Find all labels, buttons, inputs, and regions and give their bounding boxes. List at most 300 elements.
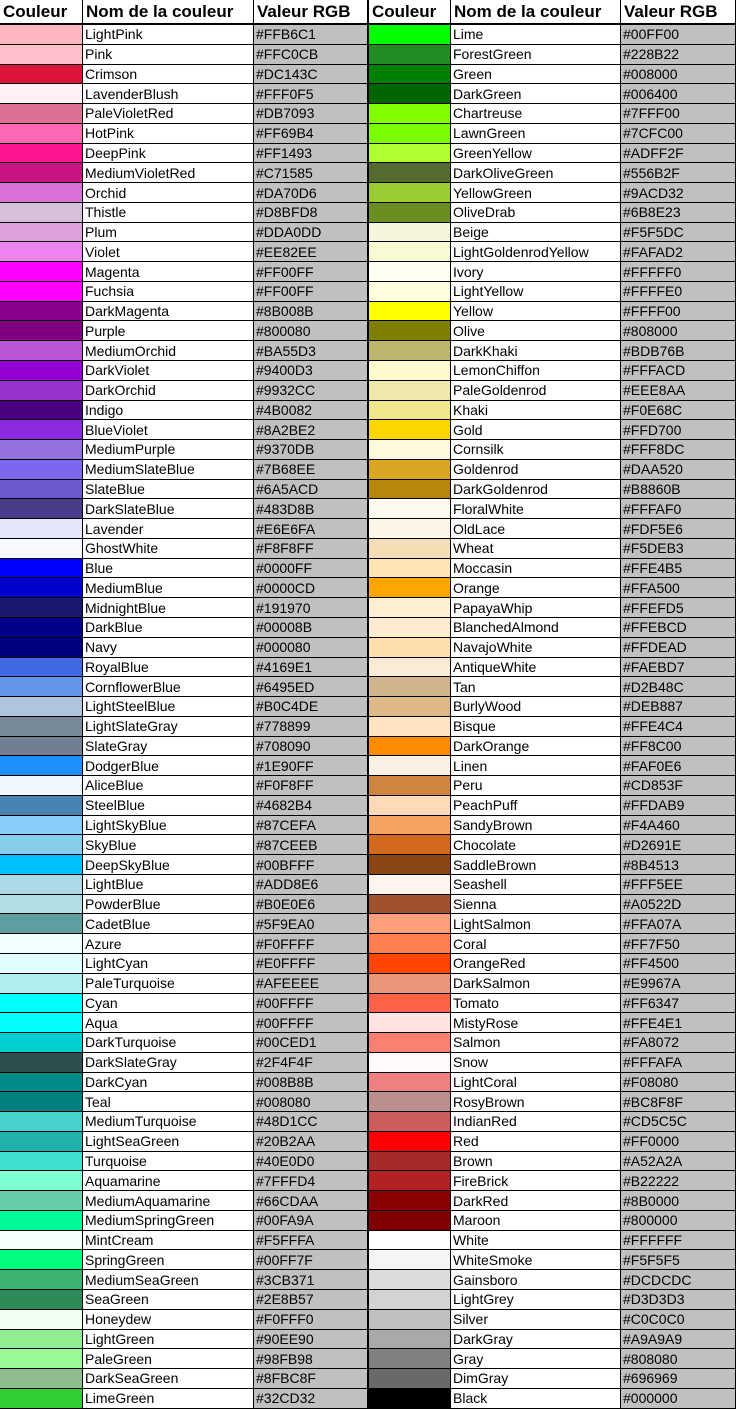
color-name: IndianRed (451, 1112, 621, 1132)
color-hex-value: #87CEFA (254, 816, 369, 836)
color-hex-value: #F0FFFF (254, 934, 369, 954)
color-hex-value: #FFE4B5 (621, 559, 736, 579)
color-hex-value: #DAA520 (621, 460, 736, 480)
color-hex-value: #66CDAA (254, 1191, 369, 1211)
color-hex-value: #F0F8FF (254, 776, 369, 796)
color-hex-value: #FFB6C1 (254, 25, 369, 45)
color-hex-value: #9370DB (254, 440, 369, 460)
color-name: MediumPurple (83, 440, 254, 460)
color-swatch (0, 1330, 83, 1350)
color-name: DarkSlateBlue (83, 499, 254, 519)
color-swatch (0, 559, 83, 579)
color-hex-value: #A0522D (621, 895, 736, 915)
color-name: DarkGreen (451, 84, 621, 104)
color-hex-value: #4B0082 (254, 401, 369, 421)
color-name: LemonChiffon (451, 361, 621, 381)
color-swatch (0, 994, 83, 1014)
color-hex-value: #D2691E (621, 835, 736, 855)
color-name: Red (451, 1132, 621, 1152)
color-swatch (0, 776, 83, 796)
color-swatch (369, 954, 451, 974)
color-swatch (0, 203, 83, 223)
color-hex-value: #483D8B (254, 499, 369, 519)
color-hex-value: #C0C0C0 (621, 1310, 736, 1330)
color-hex-value: #FFF0F5 (254, 84, 369, 104)
color-swatch (369, 1211, 451, 1231)
color-name: MediumSlateBlue (83, 460, 254, 480)
color-hex-value: #FFE4C4 (621, 717, 736, 737)
color-hex-value: #ADD8E6 (254, 875, 369, 895)
color-hex-value: #2F4F4F (254, 1053, 369, 1073)
color-swatch (369, 460, 451, 480)
color-name: SaddleBrown (451, 855, 621, 875)
color-swatch (369, 717, 451, 737)
color-hex-value: #A9A9A9 (621, 1330, 736, 1350)
color-swatch (369, 223, 451, 243)
color-hex-value: #808000 (621, 321, 736, 341)
color-hex-value: #FFC0CB (254, 45, 369, 65)
color-name: MediumAquamarine (83, 1191, 254, 1211)
color-name: GreenYellow (451, 144, 621, 164)
color-swatch (0, 954, 83, 974)
color-swatch (0, 855, 83, 875)
color-hex-value: #AFEEEE (254, 974, 369, 994)
color-swatch (369, 1112, 451, 1132)
color-name: Salmon (451, 1033, 621, 1053)
color-hex-value: #FFFACD (621, 361, 736, 381)
color-swatch (0, 124, 83, 144)
color-name: Blue (83, 559, 254, 579)
color-swatch (369, 1330, 451, 1350)
color-hex-value: #B0E0E6 (254, 895, 369, 915)
color-name: Honeydew (83, 1310, 254, 1330)
color-swatch (0, 934, 83, 954)
color-swatch (0, 875, 83, 895)
color-name: GhostWhite (83, 539, 254, 559)
color-name: Azure (83, 934, 254, 954)
color-hex-value: #FF00FF (254, 262, 369, 282)
color-hex-value: #2E8B57 (254, 1290, 369, 1310)
color-swatch (0, 677, 83, 697)
color-name: Cornsilk (451, 440, 621, 460)
color-hex-value: #7FFF00 (621, 104, 736, 124)
color-hex-value: #00FF7F (254, 1250, 369, 1270)
color-swatch (0, 1389, 83, 1409)
color-hex-value: #FF4500 (621, 954, 736, 974)
color-swatch (369, 401, 451, 421)
color-swatch (369, 1369, 451, 1389)
color-name: Brown (451, 1152, 621, 1172)
color-name: BlanchedAlmond (451, 618, 621, 638)
color-name: Moccasin (451, 559, 621, 579)
color-swatch (369, 776, 451, 796)
color-swatch (369, 796, 451, 816)
color-swatch (0, 1092, 83, 1112)
color-hex-value: #000080 (254, 638, 369, 658)
color-swatch (369, 1270, 451, 1290)
color-swatch (0, 1033, 83, 1053)
color-name: Violet (83, 242, 254, 262)
color-name: MediumTurquoise (83, 1112, 254, 1132)
color-hex-value: #DA70D6 (254, 183, 369, 203)
color-hex-value: #DB7093 (254, 104, 369, 124)
color-swatch (0, 183, 83, 203)
color-name: OldLace (451, 519, 621, 539)
color-name: MediumVioletRed (83, 163, 254, 183)
header-name-left: Nom de la couleur (83, 0, 254, 25)
color-name: Cyan (83, 994, 254, 1014)
color-name: Thistle (83, 203, 254, 223)
color-name: LimeGreen (83, 1389, 254, 1409)
color-name: Gainsboro (451, 1270, 621, 1290)
color-swatch (0, 381, 83, 401)
color-name: LightCyan (83, 954, 254, 974)
color-name: BlueViolet (83, 420, 254, 440)
color-hex-value: #32CD32 (254, 1389, 369, 1409)
color-swatch (0, 84, 83, 104)
color-hex-value: #8A2BE2 (254, 420, 369, 440)
color-name: Tomato (451, 994, 621, 1014)
color-name: Orchid (83, 183, 254, 203)
color-name: SpringGreen (83, 1250, 254, 1270)
color-swatch (0, 578, 83, 598)
color-name: DodgerBlue (83, 756, 254, 776)
color-name: Goldenrod (451, 460, 621, 480)
color-hex-value: #FF00FF (254, 282, 369, 302)
color-swatch (0, 163, 83, 183)
color-name: MidnightBlue (83, 598, 254, 618)
color-hex-value: #8B0000 (621, 1191, 736, 1211)
color-hex-value: #7CFC00 (621, 124, 736, 144)
color-hex-value: #4682B4 (254, 796, 369, 816)
color-name: Tan (451, 677, 621, 697)
color-name: Aqua (83, 1013, 254, 1033)
color-hex-value: #BDB76B (621, 341, 736, 361)
color-hex-value: #FF1493 (254, 144, 369, 164)
color-name: DarkOrange (451, 737, 621, 757)
color-swatch (0, 242, 83, 262)
color-swatch (0, 1231, 83, 1251)
color-hex-value: #20B2AA (254, 1132, 369, 1152)
color-hex-value: #00FF00 (621, 25, 736, 45)
color-swatch (0, 1191, 83, 1211)
color-name: Sienna (451, 895, 621, 915)
color-hex-value: #DCDCDC (621, 1270, 736, 1290)
color-name: PaleGoldenrod (451, 381, 621, 401)
color-hex-value: #556B2F (621, 163, 736, 183)
color-hex-value: #FAF0E6 (621, 756, 736, 776)
color-name: DeepSkyBlue (83, 855, 254, 875)
color-hex-value: #D3D3D3 (621, 1290, 736, 1310)
color-name: DarkSlateGray (83, 1053, 254, 1073)
color-name: Bisque (451, 717, 621, 737)
color-name: LightSlateGray (83, 717, 254, 737)
color-name: LightSkyBlue (83, 816, 254, 836)
color-name: RoyalBlue (83, 658, 254, 678)
color-hex-value: #FF0000 (621, 1132, 736, 1152)
color-name: DarkKhaki (451, 341, 621, 361)
color-name: DarkGoldenrod (451, 480, 621, 500)
color-swatch (0, 460, 83, 480)
color-name: PeachPuff (451, 796, 621, 816)
color-swatch (0, 1112, 83, 1132)
color-name: BurlyWood (451, 697, 621, 717)
color-name: MistyRose (451, 1013, 621, 1033)
color-hex-value: #FFEBCD (621, 618, 736, 638)
color-hex-value: #FF6347 (621, 994, 736, 1014)
color-hex-value: #808080 (621, 1349, 736, 1369)
color-hex-value: #FAEBD7 (621, 658, 736, 678)
color-name: Lavender (83, 519, 254, 539)
color-name: DarkOrchid (83, 381, 254, 401)
color-hex-value: #F8F8FF (254, 539, 369, 559)
color-hex-value: #FFFAFA (621, 1053, 736, 1073)
color-swatch (0, 1073, 83, 1093)
color-name: DimGray (451, 1369, 621, 1389)
color-hex-value: #008B8B (254, 1073, 369, 1093)
color-swatch (0, 618, 83, 638)
color-name: LightGrey (451, 1290, 621, 1310)
color-swatch (369, 1389, 451, 1409)
color-hex-value: #F4A460 (621, 816, 736, 836)
color-swatch (369, 84, 451, 104)
color-name: Crimson (83, 65, 254, 85)
color-swatch (0, 658, 83, 678)
color-swatch (0, 341, 83, 361)
color-name: Navy (83, 638, 254, 658)
color-hex-value: #FFFAF0 (621, 499, 736, 519)
color-hex-value: #CD853F (621, 776, 736, 796)
color-hex-value: #708090 (254, 737, 369, 757)
color-swatch (369, 638, 451, 658)
color-swatch (369, 895, 451, 915)
color-name: SteelBlue (83, 796, 254, 816)
color-hex-value: #E6E6FA (254, 519, 369, 539)
color-swatch (369, 816, 451, 836)
color-name: Maroon (451, 1211, 621, 1231)
color-hex-value: #8B4513 (621, 855, 736, 875)
color-name: Wheat (451, 539, 621, 559)
color-hex-value: #FFFFF0 (621, 262, 736, 282)
color-name: PaleGreen (83, 1349, 254, 1369)
color-swatch (369, 1250, 451, 1270)
color-hex-value: #FAFAD2 (621, 242, 736, 262)
color-name: LightCoral (451, 1073, 621, 1093)
color-swatch (0, 401, 83, 421)
color-swatch (369, 45, 451, 65)
color-swatch (0, 1171, 83, 1191)
color-name: OrangeRed (451, 954, 621, 974)
color-hex-value: #DEB887 (621, 697, 736, 717)
color-swatch (0, 1013, 83, 1033)
color-swatch (369, 578, 451, 598)
color-swatch (369, 65, 451, 85)
color-swatch (369, 1152, 451, 1172)
color-swatch (0, 1211, 83, 1231)
color-name: MediumSpringGreen (83, 1211, 254, 1231)
color-hex-value: #F5F5F5 (621, 1250, 736, 1270)
color-swatch (0, 519, 83, 539)
color-name: Green (451, 65, 621, 85)
color-swatch (0, 45, 83, 65)
color-swatch (0, 1053, 83, 1073)
color-hex-value: #4169E1 (254, 658, 369, 678)
color-hex-value: #FF7F50 (621, 934, 736, 954)
color-name: Yellow (451, 302, 621, 322)
color-hex-value: #800080 (254, 321, 369, 341)
color-hex-value: #FFA07A (621, 914, 736, 934)
color-swatch (0, 895, 83, 915)
color-name: LightYellow (451, 282, 621, 302)
color-name: Coral (451, 934, 621, 954)
color-name: DarkViolet (83, 361, 254, 381)
color-swatch (369, 124, 451, 144)
color-hex-value: #0000FF (254, 559, 369, 579)
color-name: LightGreen (83, 1330, 254, 1350)
color-swatch (0, 321, 83, 341)
color-name: Peru (451, 776, 621, 796)
color-swatch (0, 598, 83, 618)
color-name: CadetBlue (83, 914, 254, 934)
color-hex-value: #EE82EE (254, 242, 369, 262)
color-swatch (0, 737, 83, 757)
color-hex-value: #F5FFFA (254, 1231, 369, 1251)
color-swatch (369, 855, 451, 875)
color-name: Pink (83, 45, 254, 65)
color-hex-value: #B0C4DE (254, 697, 369, 717)
color-swatch (0, 65, 83, 85)
color-name: HotPink (83, 124, 254, 144)
color-swatch (369, 341, 451, 361)
color-name: DarkMagenta (83, 302, 254, 322)
color-swatch (0, 1310, 83, 1330)
color-name: Seashell (451, 875, 621, 895)
color-hex-value: #8FBC8F (254, 1369, 369, 1389)
color-hex-value: #40E0D0 (254, 1152, 369, 1172)
color-swatch (0, 697, 83, 717)
color-swatch (369, 539, 451, 559)
header-name-right: Nom de la couleur (451, 0, 621, 25)
color-hex-value: #191970 (254, 598, 369, 618)
header-hex-right: Valeur RGB (621, 0, 736, 25)
color-hex-value: #F08080 (621, 1073, 736, 1093)
color-swatch (0, 796, 83, 816)
color-swatch (369, 1290, 451, 1310)
color-hex-value: #7B68EE (254, 460, 369, 480)
color-name: FloralWhite (451, 499, 621, 519)
color-swatch (369, 499, 451, 519)
color-name: Plum (83, 223, 254, 243)
color-hex-value: #8B008B (254, 302, 369, 322)
color-swatch (369, 321, 451, 341)
color-name: Orange (451, 578, 621, 598)
color-name: LightSeaGreen (83, 1132, 254, 1152)
color-name: DarkBlue (83, 618, 254, 638)
color-name: LavenderBlush (83, 84, 254, 104)
color-name: Gold (451, 420, 621, 440)
color-hex-value: #90EE90 (254, 1330, 369, 1350)
color-swatch (369, 994, 451, 1014)
color-swatch (369, 1191, 451, 1211)
color-swatch (369, 183, 451, 203)
color-name: Fuchsia (83, 282, 254, 302)
color-hex-value: #006400 (621, 84, 736, 104)
color-name: LightSteelBlue (83, 697, 254, 717)
color-hex-value: #D2B48C (621, 677, 736, 697)
color-hex-value: #000000 (621, 1389, 736, 1409)
color-swatch (0, 638, 83, 658)
color-swatch (369, 282, 451, 302)
color-swatch (0, 223, 83, 243)
color-name: OliveDrab (451, 203, 621, 223)
color-name: DarkTurquoise (83, 1033, 254, 1053)
color-swatch (0, 302, 83, 322)
color-hex-value: #00FFFF (254, 994, 369, 1014)
color-hex-value: #FF8C00 (621, 737, 736, 757)
color-swatch (369, 598, 451, 618)
color-hex-value: #FFD700 (621, 420, 736, 440)
color-swatch (369, 104, 451, 124)
color-name: AntiqueWhite (451, 658, 621, 678)
color-name: FireBrick (451, 1171, 621, 1191)
color-swatch (369, 519, 451, 539)
color-hex-value: #DDA0DD (254, 223, 369, 243)
color-name: DarkGray (451, 1330, 621, 1350)
color-hex-value: #98FB98 (254, 1349, 369, 1369)
color-name: MintCream (83, 1231, 254, 1251)
color-swatch (0, 480, 83, 500)
color-name: LightPink (83, 25, 254, 45)
color-hex-value: #F0E68C (621, 401, 736, 421)
color-swatch (369, 677, 451, 697)
color-name: ForestGreen (451, 45, 621, 65)
color-swatch (0, 1290, 83, 1310)
color-swatch (0, 974, 83, 994)
color-swatch (369, 1053, 451, 1073)
color-name: Gray (451, 1349, 621, 1369)
color-swatch (0, 104, 83, 124)
color-name: Black (451, 1389, 621, 1409)
color-swatch (369, 658, 451, 678)
color-swatch (0, 1132, 83, 1152)
color-swatch (369, 756, 451, 776)
color-hex-value: #FFF8DC (621, 440, 736, 460)
color-name: PaleTurquoise (83, 974, 254, 994)
header-swatch-right: Couleur (369, 0, 451, 25)
color-swatch (0, 717, 83, 737)
color-hex-value: #FFF5EE (621, 875, 736, 895)
color-swatch (369, 381, 451, 401)
color-name: YellowGreen (451, 183, 621, 203)
color-hex-value: #FFDAB9 (621, 796, 736, 816)
color-name: Indigo (83, 401, 254, 421)
color-name: Teal (83, 1092, 254, 1112)
color-swatch (0, 144, 83, 164)
color-hex-value: #9932CC (254, 381, 369, 401)
color-hex-value: #ADFF2F (621, 144, 736, 164)
color-name: Silver (451, 1310, 621, 1330)
color-swatch (0, 756, 83, 776)
color-name: DeepPink (83, 144, 254, 164)
color-hex-value: #0000CD (254, 578, 369, 598)
color-hex-value: #6495ED (254, 677, 369, 697)
color-name: White (451, 1231, 621, 1251)
color-hex-value: #BC8F8F (621, 1092, 736, 1112)
color-name: Purple (83, 321, 254, 341)
color-hex-value: #87CEEB (254, 835, 369, 855)
color-hex-value: #008000 (621, 65, 736, 85)
color-hex-value: #B22222 (621, 1171, 736, 1191)
